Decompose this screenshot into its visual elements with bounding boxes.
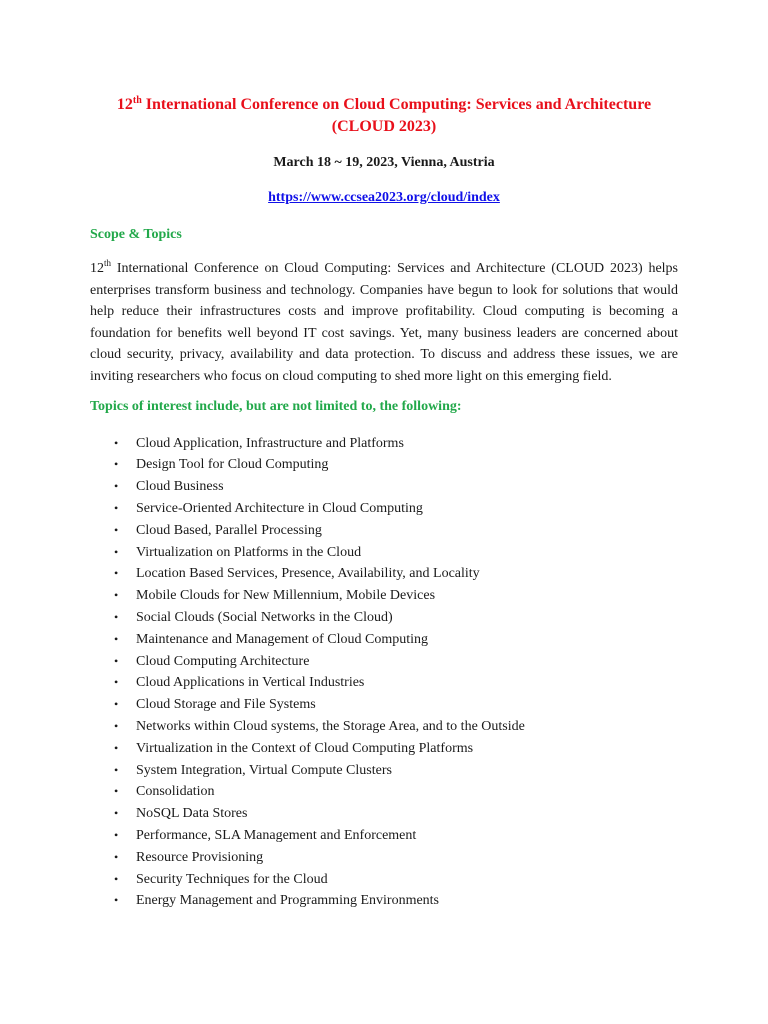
topic-label: Consolidation [136,784,215,800]
topic-item [90,498,678,520]
topic-label: Service-Oriented Architecture in Cloud Computing [136,500,423,516]
bullet-icon: • [114,566,119,581]
topic-label: Location Based Services, Presence, Availability, and Locality [136,566,480,582]
scope-paragraph [90,258,678,388]
bullet-icon: • [114,893,119,908]
topic-item [90,760,678,782]
topic-item [90,672,678,694]
bullet-icon: • [114,609,119,624]
topic-item [90,629,678,651]
topic-label: Cloud Computing Architecture [136,653,310,669]
bullet-icon: • [114,631,119,646]
bullet-icon: • [114,697,119,712]
topic-label: NoSQL Data Stores [136,806,248,822]
topic-label: Virtualization in the Context of Cloud Computing Platforms [136,740,474,756]
title-text: International Conference on Cloud Computing: Services and Architecture (CLOUD 2023) [141,96,652,135]
topic-item [90,847,678,869]
topic-item [90,869,678,891]
topic-item [90,454,678,476]
topics-list [90,433,678,913]
topic-item [90,433,678,455]
bullet-icon: • [114,675,119,690]
topic-item [90,607,678,629]
bullet-icon: • [114,762,119,777]
topic-item [90,716,678,738]
topic-label: Performance, SLA Management and Enforcement [136,827,417,843]
topic-label: Cloud Storage and File Systems [136,697,316,713]
topic-label: Networks within Cloud systems, the Storage Area, and to the Outside [136,718,525,734]
topic-label: Mobile Clouds for New Millennium, Mobile Devices [136,588,436,604]
bullet-icon: • [114,827,119,842]
bullet-icon: • [114,871,119,886]
bullet-icon: • [114,784,119,799]
topic-label: Cloud Business [136,479,224,495]
scope-heading: Scope & Topics [90,227,182,242]
topic-item [90,825,678,847]
conference-link[interactable]: https://www.ccsea2023.org/cloud/index [268,190,500,205]
topic-label: Resource Provisioning [136,849,264,865]
bullet-icon: • [114,435,119,450]
topic-label: Cloud Application, Infrastructure and Platforms [136,435,404,451]
topic-item [90,476,678,498]
bullet-icon: • [114,718,119,733]
topic-item [90,803,678,825]
bullet-icon: • [114,653,119,668]
topic-label: Design Tool for Cloud Computing [136,457,329,473]
topic-item [90,542,678,564]
topic-label: Cloud Applications in Vertical Industries [136,675,365,691]
topics-heading: Topics of interest include, but are not limited to, the following: [90,398,462,414]
topic-item [90,651,678,673]
bullet-icon: • [114,849,119,864]
topic-item [90,563,678,585]
conference-dates: March 18 ~ 19, 2023, Vienna, Austria [273,155,495,170]
title-number: 12 [116,96,133,113]
topic-item [90,585,678,607]
bullet-icon: • [114,500,119,515]
title-ordinal-suffix: th [132,95,142,106]
bullet-icon: • [114,806,119,821]
topic-item [90,738,678,760]
bullet-icon: • [114,544,119,559]
topic-item [90,694,678,716]
bullet-icon: • [114,740,119,755]
topic-label: Maintenance and Management of Cloud Computing [136,631,428,647]
bullet-icon: • [114,588,119,603]
topic-label: Cloud Based, Parallel Processing [136,522,322,538]
intro-number: 12 [90,261,104,276]
topic-item [90,890,678,912]
intro-ordinal-suffix: th [104,258,112,268]
bullet-icon: • [114,457,119,472]
bullet-icon: • [114,522,119,537]
topic-label: Virtualization on Platforms in the Cloud [136,544,362,560]
topic-label: Social Clouds (Social Networks in the Cloud) [136,609,393,625]
topic-label: System Integration, Virtual Compute Clusters [136,762,392,778]
conference-title [90,0,678,138]
topic-item [90,781,678,803]
topic-label: Security Techniques for the Cloud [136,871,328,887]
topic-item [90,520,678,542]
intro-text: International Conference on Cloud Computing: Services and Architecture (CLOUD 2023) helps enterprises transform business and technology. Companies have begun to look for solutions that would help reduce their infrastructures costs and improve profitability. Cloud computing is becoming a foundation for benefits well beyond IT cost savings. Yet, many business leaders are concerned about cloud security, privacy, availability and data protection. To discuss and address these issues, we are inviting researchers who focus on cloud computing to shed more light on this emerging field. [90,261,678,384]
topic-label: Energy Management and Programming Environments [136,893,440,909]
bullet-icon: • [114,479,119,494]
